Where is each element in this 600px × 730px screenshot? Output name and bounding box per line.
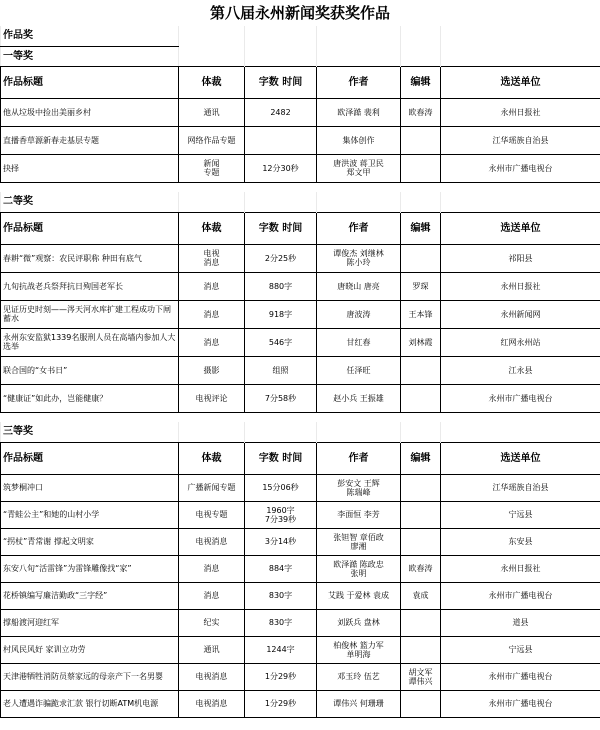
table-row [1, 98, 600, 126]
cell-length: 1960字 7分39秒 [245, 501, 317, 528]
table-row [1, 272, 600, 300]
section-3-row [1, 422, 600, 442]
cell-author: 邓玉玲 伍艺 [317, 663, 401, 690]
cell-editor: 胡文军 谭伟兴 [401, 663, 441, 690]
blank-cell [401, 412, 441, 422]
cell-editor: 罗琛 [401, 272, 441, 300]
blank-cell [1, 412, 179, 422]
cell-genre: 消息 [179, 300, 245, 328]
cell-unit: 宁远县 [441, 636, 600, 663]
blank-cell [441, 192, 600, 212]
cell-title: 老人遭遇诈骗跪求汇款 银行切断ATM机电源 [1, 690, 179, 717]
section-1-row [1, 46, 600, 66]
blank-cell [245, 422, 317, 442]
table-row [1, 126, 600, 154]
cell-length: 1分29秒 [245, 690, 317, 717]
cell-author: 张钽智 章佰政 廖湘 [317, 528, 401, 555]
blank-cell [401, 192, 441, 212]
blank-cell [317, 412, 401, 422]
cell-genre: 广播新闻专题 [179, 474, 245, 501]
table-row [1, 555, 600, 582]
cell-unit: 永州市广播电视台 [441, 582, 600, 609]
cell-title: 村风民风好 家训立功劳 [1, 636, 179, 663]
blank-cell [401, 422, 441, 442]
cell-unit: 宁远县 [441, 501, 600, 528]
cell-author: 集体创作 [317, 126, 401, 154]
column-header-length: 字数 时间 [245, 442, 317, 474]
cell-author: 艾践 于爱林 袁成 [317, 582, 401, 609]
cell-length: 884字 [245, 555, 317, 582]
cell-length: 3分14秒 [245, 528, 317, 555]
cell-editor: 欧春涛 [401, 98, 441, 126]
header-row [1, 66, 600, 98]
cell-editor [401, 636, 441, 663]
cell-unit: 东安县 [441, 528, 600, 555]
cell-title: 九旬抗战老兵祭拜抗日殉国老军长 [1, 272, 179, 300]
cell-editor [401, 474, 441, 501]
cell-editor: 袁成 [401, 582, 441, 609]
cell-length [245, 126, 317, 154]
column-header-genre: 体裁 [179, 66, 245, 98]
cell-author: 唐晓山 唐亮 [317, 272, 401, 300]
section-2-label: 二等奖 [1, 192, 179, 212]
cell-length: 546字 [245, 328, 317, 356]
blank-cell [441, 422, 600, 442]
cell-length: 1分29秒 [245, 663, 317, 690]
blank-cell [441, 412, 600, 422]
table-row [1, 300, 600, 328]
column-header-unit: 选送单位 [441, 442, 600, 474]
cell-author: 刘跃兵 盘林 [317, 609, 401, 636]
cell-unit: 道县 [441, 609, 600, 636]
cell-unit: 永州日报社 [441, 272, 600, 300]
cell-editor [401, 384, 441, 412]
blank-cell [317, 422, 401, 442]
cell-title: 春耕“微”观察：农民评职称 种田有底气 [1, 244, 179, 272]
cell-title: 东安八旬“活雷锋”为雷锋雕像找“家” [1, 555, 179, 582]
cell-title: 永州东安监狱1339名服刑人员在高墙内参加人大选举 [1, 328, 179, 356]
blank-cell [245, 412, 317, 422]
blank-cell [401, 26, 441, 46]
cell-author: 谭伟兴 何珊珊 [317, 690, 401, 717]
cell-author: 赵小兵 王振雄 [317, 384, 401, 412]
cell-genre: 消息 [179, 328, 245, 356]
blank-cell [179, 422, 245, 442]
blank-row [1, 412, 600, 422]
cell-editor [401, 356, 441, 384]
cell-genre: 电视评论 [179, 384, 245, 412]
cell-length: 15分06秒 [245, 474, 317, 501]
table-row [1, 356, 600, 384]
cell-unit: 永州日报社 [441, 98, 600, 126]
cell-unit: 祁阳县 [441, 244, 600, 272]
cell-author: 唐洪波 蒋卫民 郑文甲 [317, 154, 401, 182]
column-header-author: 作者 [317, 66, 401, 98]
cell-title: 联合国的“女书日” [1, 356, 179, 384]
cell-title: 筑梦桐冲口 [1, 474, 179, 501]
column-header-author: 作者 [317, 212, 401, 244]
blank-cell [441, 26, 600, 46]
cell-genre: 消息 [179, 582, 245, 609]
blank-cell [1, 182, 179, 192]
blank-cell [245, 182, 317, 192]
cell-length: 组照 [245, 356, 317, 384]
cell-unit: 永州日报社 [441, 555, 600, 582]
cell-genre: 电视消息 [179, 528, 245, 555]
cell-length: 2482 [245, 98, 317, 126]
cell-title: “拐杖”青常谢 撑起文明家 [1, 528, 179, 555]
table-row [1, 663, 600, 690]
header-row [1, 442, 600, 474]
section-1-label: 一等奖 [1, 46, 179, 66]
cell-title: “健康证”如此办，岂能健康？ [1, 384, 179, 412]
cell-unit: 江华瑶族自治县 [441, 474, 600, 501]
cell-editor [401, 690, 441, 717]
blank-cell [441, 46, 600, 66]
cell-author: 谭俊杰 刘继林 陈小玲 [317, 244, 401, 272]
table-row [1, 528, 600, 555]
cell-editor [401, 154, 441, 182]
cell-length: 830字 [245, 582, 317, 609]
table-row [1, 474, 600, 501]
column-header-unit: 选送单位 [441, 66, 600, 98]
cell-length: 7分58秒 [245, 384, 317, 412]
cell-editor: 王本锋 [401, 300, 441, 328]
cell-unit: 江永县 [441, 356, 600, 384]
cell-author: 甘红春 [317, 328, 401, 356]
cell-genre: 通讯 [179, 636, 245, 663]
cell-unit: 江华瑶族自治县 [441, 126, 600, 154]
cell-title: 抉择 [1, 154, 179, 182]
cell-editor [401, 244, 441, 272]
page-title: 第八届永州新闻奖获奖作品 [209, 4, 390, 22]
cell-genre: 电视 消息 [179, 244, 245, 272]
column-header-editor: 编辑 [401, 212, 441, 244]
table-row [1, 609, 600, 636]
blank-cell [317, 192, 401, 212]
category-label: 作品奖 [1, 26, 179, 46]
blank-cell [179, 192, 245, 212]
cell-length: 12分30秒 [245, 154, 317, 182]
blank-cell [245, 46, 317, 66]
cell-author: 欧泽澔 陈政忠 张明 [317, 555, 401, 582]
cell-editor: 欧春涛 [401, 555, 441, 582]
cell-title: 他从垃圾中捡出美丽乡村 [1, 98, 179, 126]
cell-author: 李面恒 李芳 [317, 501, 401, 528]
cell-genre: 纪实 [179, 609, 245, 636]
blank-cell [401, 182, 441, 192]
table-row [1, 154, 600, 182]
column-header-title: 作品标题 [1, 66, 179, 98]
awards-table [0, 26, 600, 718]
cell-unit: 永州市广播电视台 [441, 690, 600, 717]
cell-editor [401, 528, 441, 555]
column-header-genre: 体裁 [179, 212, 245, 244]
cell-title: 撑船渡河迎红军 [1, 609, 179, 636]
category-row [1, 26, 600, 46]
cell-unit: 永州市广播电视台 [441, 663, 600, 690]
column-header-editor: 编辑 [401, 66, 441, 98]
section-3-label: 三等奖 [1, 422, 179, 442]
cell-genre: 消息 [179, 555, 245, 582]
cell-editor [401, 126, 441, 154]
column-header-genre: 体裁 [179, 442, 245, 474]
cell-author: 欧泽澔 裴利 [317, 98, 401, 126]
cell-genre: 新闻 专题 [179, 154, 245, 182]
table-row [1, 690, 600, 717]
blank-cell [317, 182, 401, 192]
section-2-row [1, 192, 600, 212]
blank-cell [245, 192, 317, 212]
column-header-title: 作品标题 [1, 212, 179, 244]
awards-table-body [1, 26, 600, 717]
column-header-length: 字数 时间 [245, 212, 317, 244]
cell-editor [401, 501, 441, 528]
cell-unit: 永州市广播电视台 [441, 154, 600, 182]
column-header-title: 作品标题 [1, 442, 179, 474]
cell-genre: 网络作品专题 [179, 126, 245, 154]
table-row [1, 384, 600, 412]
cell-unit: 红网永州站 [441, 328, 600, 356]
cell-author: 彭安文 王辉 陈瑞峰 [317, 474, 401, 501]
cell-title: “青蛙公主”和她的山村小学 [1, 501, 179, 528]
cell-genre: 电视专题 [179, 501, 245, 528]
cell-editor: 刘林霞 [401, 328, 441, 356]
column-header-editor: 编辑 [401, 442, 441, 474]
cell-length: 2分25秒 [245, 244, 317, 272]
cell-length: 1244字 [245, 636, 317, 663]
cell-title: 天津港牺牲消防员蔡家远的母亲产下一名男婴 [1, 663, 179, 690]
blank-row [1, 182, 600, 192]
column-header-author: 作者 [317, 442, 401, 474]
cell-title: 直播香草源新春走基层专题 [1, 126, 179, 154]
table-row [1, 328, 600, 356]
cell-genre: 消息 [179, 272, 245, 300]
cell-editor [401, 609, 441, 636]
column-header-unit: 选送单位 [441, 212, 600, 244]
cell-author: 唐波涛 [317, 300, 401, 328]
header-row [1, 212, 600, 244]
blank-cell [441, 182, 600, 192]
cell-unit: 永州新闻网 [441, 300, 600, 328]
cell-author: 任泽旺 [317, 356, 401, 384]
blank-cell [317, 46, 401, 66]
table-row [1, 244, 600, 272]
cell-genre: 通讯 [179, 98, 245, 126]
column-header-length: 字数 时间 [245, 66, 317, 98]
blank-cell [401, 46, 441, 66]
blank-cell [179, 26, 245, 46]
cell-genre: 摄影 [179, 356, 245, 384]
blank-cell [245, 26, 317, 46]
cell-author: 柏俊林 篮力军 单明海 [317, 636, 401, 663]
cell-title: 花桥镇编写廉洁勤政“三字经” [1, 582, 179, 609]
table-row [1, 501, 600, 528]
blank-cell [317, 26, 401, 46]
table-row [1, 582, 600, 609]
cell-unit: 永州市广播电视台 [441, 384, 600, 412]
cell-genre: 电视消息 [179, 690, 245, 717]
blank-cell [179, 46, 245, 66]
blank-cell [179, 412, 245, 422]
blank-cell [179, 182, 245, 192]
cell-genre: 电视消息 [179, 663, 245, 690]
cell-title: 见证历史时刻——涔天河水库扩建工程成功下闸蓄水 [1, 300, 179, 328]
table-row [1, 636, 600, 663]
cell-length: 918字 [245, 300, 317, 328]
cell-length: 880字 [245, 272, 317, 300]
cell-length: 830字 [245, 609, 317, 636]
